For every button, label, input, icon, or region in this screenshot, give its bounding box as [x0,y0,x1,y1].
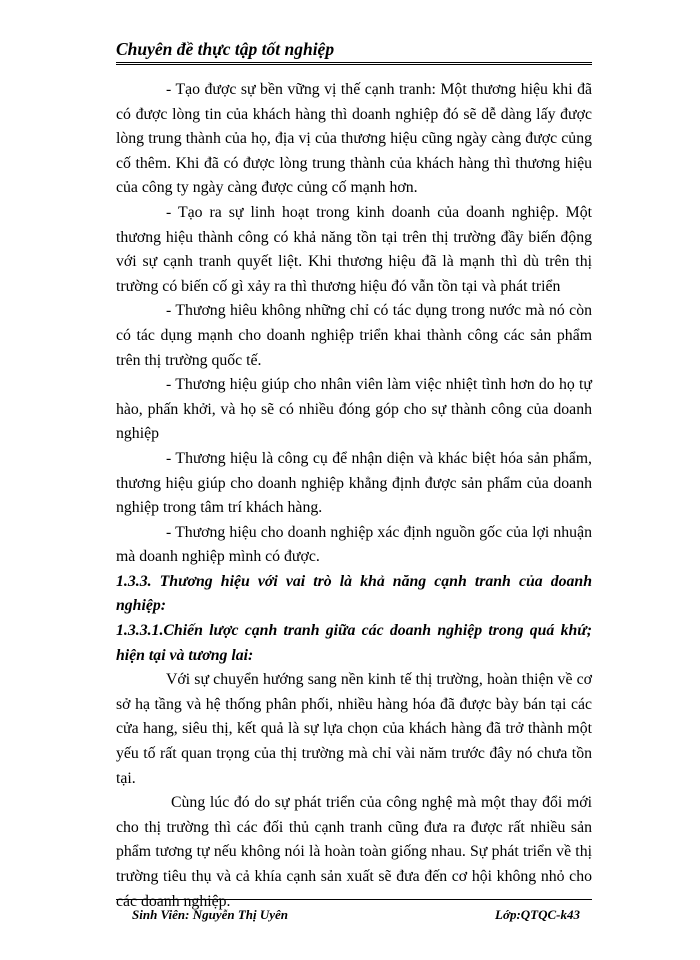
footer-class: Lớp:QTQC-k43 [495,907,580,922]
paragraph: - Thương hiệu là công cụ để nhận diện và khác biệt hóa sản phẩm, thương hiệu giúp cho doanh nghiệp khẳng định được sản phẩm của doanh nghiệp trong tâm trí khách hàng. [116,449,592,517]
paragraph: - Tạo ra sự linh hoạt trong kinh doanh của doanh nghiệp. Một thương hiệu thành công có khả năng tồn tại trên thị trường đầy biến động với sự cạnh tranh quyết liệt. Khi thương hiệu đã là mạnh thì dù trên thị trường có biến cố gì xảy ra thì thương hiệu đó vẫn tồn tại và phát triển [116,203,592,295]
paragraph: Với sự chuyển hướng sang nền kinh tế thị trường, hoàn thiện về cơ sở hạ tầng và hệ thống phân phối, nhiều hàng hóa đã được bày bán tại các cửa hang, siêu thị, kết quả là sự lựa chọn của khách hàng đã trở thành một yếu tố rất quan trọng của thị trường mà chỉ vài năm trước đây nó chưa tồn tại. [116,671,592,787]
footer-student: Sinh Viên: Nguyễn Thị Uyên [132,907,289,922]
paragraph: - Thương hiêu không những chỉ có tác dụng trong nước mà nó còn có tác dụng mạnh cho doanh nghiệp triển khai thành công các sản phẩm trên thị trường quốc tế. [116,302,592,369]
paragraph: - Tạo được sự bền vững vị thế cạnh tranh: Một thương hiệu khi đã có được lòng tin của khách hàng thì doanh nghiệp đó sẽ dễ dàng lấy được lòng trung thành của họ, địa vị của thương hiệu cũng ngày càng được củng cố thêm. Khi đã có được lòng trung thành của khách hàng thì thương hiệu của công ty ngày càng được củng cố mạnh hơn. [116,81,592,197]
paragraph: - Thương hiệu cho doanh nghiệp xác định nguồn gốc của lợi nhuận mà doanh nghiệp mình có được. [116,523,592,566]
section-heading: 1.3.3. Thương hiệu với vai trò là khả năng cạnh tranh của doanh nghiệp: [116,572,592,615]
page-footer [116,899,592,923]
page-header [116,38,592,65]
paragraph: Cùng lúc đó do sự phát triển của công nghệ mà một thay đổi mới cho thị trường thì các đối thủ cạnh tranh cũng đưa ra được rất nhiều sản phẩm tương tự nếu không nói là hoàn toàn giống nhau. Sự phát triển về thị trường tiêu thụ và cả khía cạnh sản xuất sẽ đưa đến cơ hội không nhỏ cho các doanh nghiệp. [116,794,592,910]
document-body [116,78,592,914]
subsection-heading: 1.3.3.1.Chiến lược cạnh tranh giữa các doanh nghiệp trong quá khứ; hiện tại và tương lai: [116,622,592,664]
header-title: Chuyên đề thực tập tốt nghiệp [116,39,335,59]
paragraph: - Thương hiệu giúp cho nhân viên làm việc nhiệt tình hơn do họ tự hào, phấn khởi, và họ sẽ có nhiều đóng góp cho sự thành công của doanh nghiệp [116,376,592,443]
